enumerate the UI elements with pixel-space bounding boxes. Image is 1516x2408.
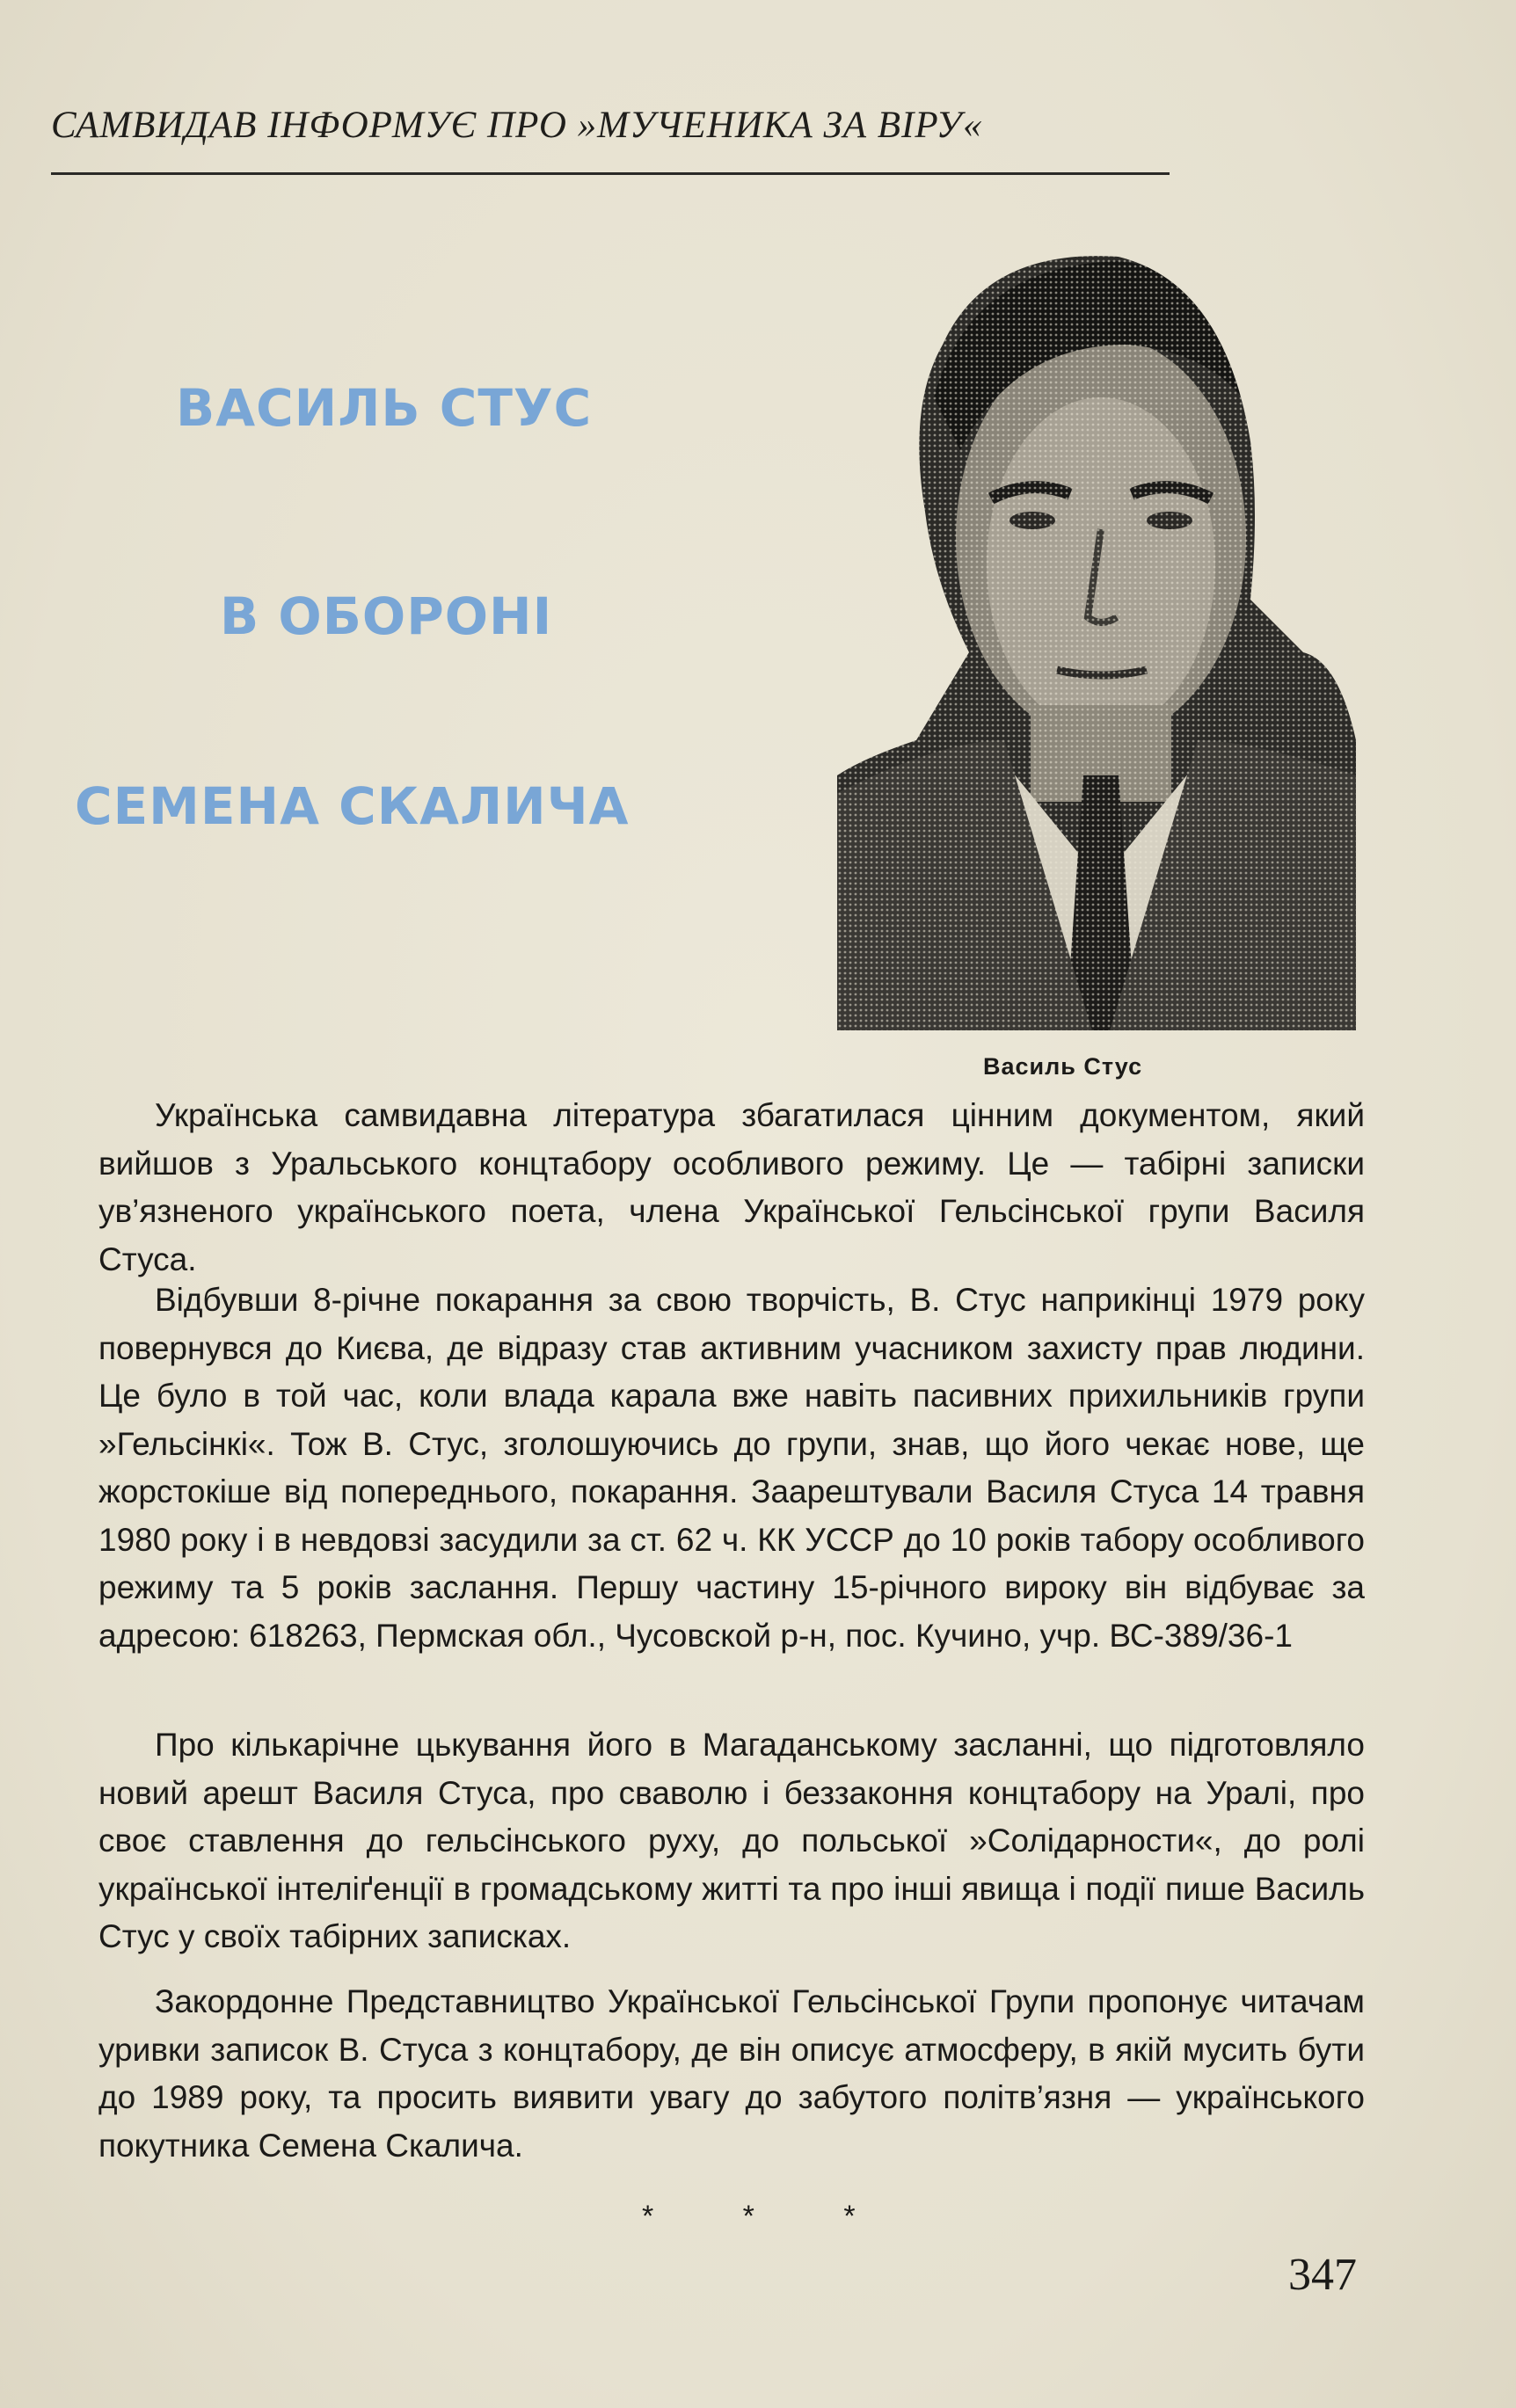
paragraph-2-text: Відбувши 8-річне покарання за свою творчість, В. Стус наприкінці 1979 року повернувся до Києва, де відразу став активним учасником захисту прав людини. Це було в той час, коли влада карала вже навіть пасивних прихильників групи »Гельсінкі«. Тож В. Стус, зголошуючись до групи, знав, що його чекає нове, ще жорстокіше від попереднього, покарання. Заарештували Василя Стуса 14 травня 1980 року і в невдовзі засудили за ст. 62 ч. КК УССР до 10 років табору особливого режиму та 5 років заслання. Першу частину 15-річного вироку він відбуває за адресою: 618263, Пермская обл., Чусовской р-н, пос. Кучино, учр. ВС-389/36-1 xyxy=(98,1282,1365,1654)
portrait-photo xyxy=(837,248,1356,1030)
photo-caption: Василь Стус xyxy=(983,1053,1143,1080)
paragraph-3 xyxy=(98,1721,1365,1961)
paragraph-2 xyxy=(98,1277,1365,1660)
title-line-defense: В ОБОРОНІ xyxy=(220,586,553,646)
paragraph-1 xyxy=(98,1092,1365,1284)
paragraph-4 xyxy=(98,1978,1365,2170)
running-header: САМВИДАВ ІНФОРМУЄ ПРО »МУЧЕНИКА ЗА ВІРУ« xyxy=(51,105,983,146)
header-rule xyxy=(51,172,1170,175)
title-line-subject: СЕМЕНА СКАЛИЧА xyxy=(75,776,630,836)
title-line-author: ВАСИЛЬ СТУС xyxy=(176,378,593,438)
paragraph-3-text: Про кількарічне цькування його в Магаданському засланні, що підготовляло новий арешт Василя Стуса, про сваволю і беззаконня концтабору на Уралі, про своє ставлення до гельсінського руху, до польської »Солідарности«, до ролі української інтеліґенції в громадському житті та про інші явища і події пише Василь Стус у своїх табірних записках. xyxy=(98,1727,1365,1954)
paragraph-4-text: Закордонне Представництво Української Гельсінської Групи пропонує читачам уривки записок В. Стуса з концтабору, де він описує атмосферу, в якій мусить бути до 1989 року, та просить виявити увагу до забутого політв’язня — українського покутника Семена Скалича. xyxy=(98,1983,1365,2164)
section-separator: * * * xyxy=(642,2200,896,2233)
page-number: 347 xyxy=(1288,2250,1357,2300)
paragraph-1-text: Українська самвидавна література збагатилася цінним документом, який вийшов з Уральського концтабору особливого режиму. Це — табірні записки ув’язненого українського поета, члена Української Гельсінської групи Василя Стуса. xyxy=(98,1097,1365,1277)
